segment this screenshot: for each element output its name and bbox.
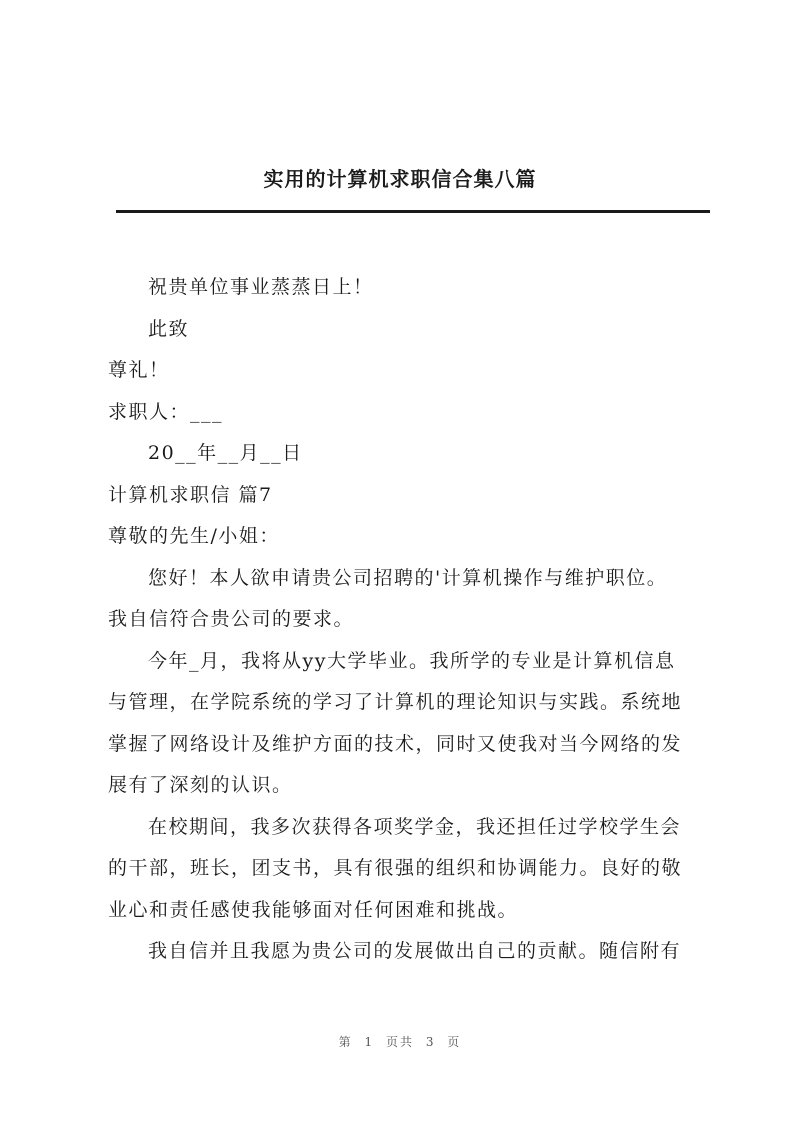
text-line: 掌握了网络设计及维护方面的技术，同时又使我对当今网络的发 bbox=[108, 732, 683, 755]
page-label-mid: 页共 bbox=[385, 1035, 414, 1049]
salutation: 尊敬的先生/小姐： bbox=[108, 525, 280, 547]
total-pages: 3 bbox=[425, 1035, 436, 1049]
title-underline bbox=[116, 210, 710, 213]
page-footer bbox=[0, 1033, 800, 1050]
text-line: 今年_月，我将从yy大学毕业。我所学的专业是计算机信息 bbox=[148, 649, 676, 672]
page-label-prefix: 第 bbox=[338, 1035, 353, 1049]
page-number: 1 bbox=[364, 1035, 375, 1049]
text-line: 展有了深刻的认识。 bbox=[108, 774, 293, 796]
text-line: 我自信并且我愿为贵公司的发展做出自己的贡献。随信附有 bbox=[148, 940, 682, 962]
text-line: 求职人：___ bbox=[108, 400, 224, 423]
document-title: 实用的计算机求职信合集八篇 bbox=[263, 167, 537, 191]
text-line: 尊礼！ bbox=[108, 359, 170, 381]
text-line: 在校期间，我多次获得各项奖学金，我还担任过学校学生会 bbox=[148, 815, 682, 838]
letter-body bbox=[108, 267, 718, 973]
text-line: 祝贵单位事业蒸蒸日上！ bbox=[148, 276, 374, 298]
text-line: 20__年__月__日 bbox=[148, 442, 303, 464]
text-line: 此致 bbox=[148, 317, 190, 340]
text-line: 我自信符合贵公司的要求。 bbox=[108, 608, 355, 630]
text-line: 业心和责任感使我能够面对任何困难和挑战。 bbox=[108, 898, 519, 921]
text-line: 您好！本人欲申请贵公司招聘的'计算机操作与维护职位。 bbox=[148, 566, 668, 589]
section-heading: 计算机求职信 篇7 bbox=[108, 483, 273, 506]
text-line: 的干部，班长，团支书，具有很强的组织和协调能力。良好的敬 bbox=[108, 857, 683, 879]
text-line: 与管理，在学院系统的学习了计算机的理论知识与实践。系统地 bbox=[108, 691, 683, 713]
page-label-suffix: 页 bbox=[447, 1035, 462, 1049]
